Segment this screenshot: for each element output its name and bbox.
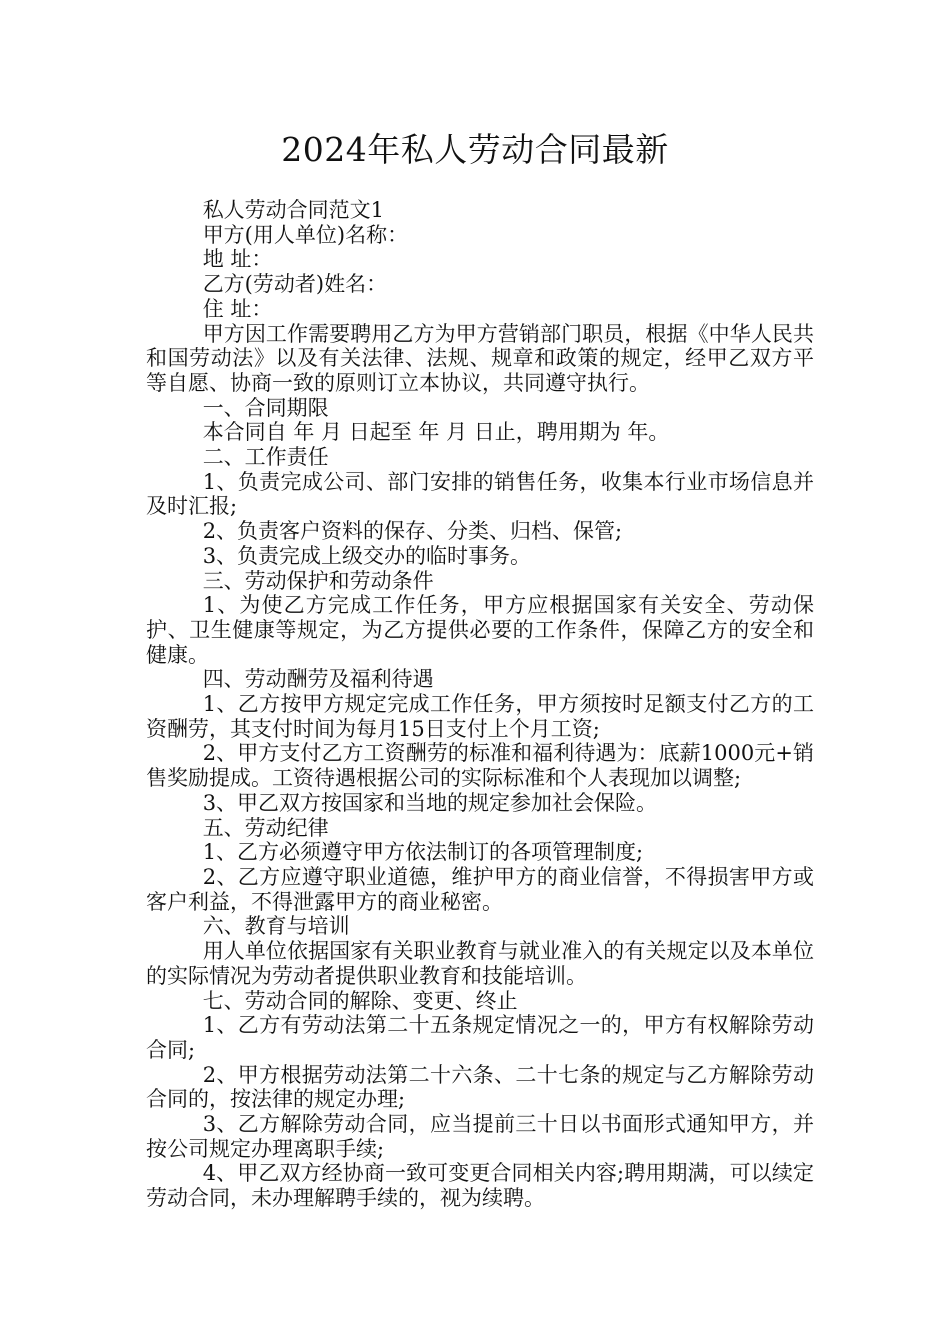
paragraph-training: 用人单位依据国家有关职业教育与就业准入的有关规定以及本单位的实际情况为劳动者提供职业教育和技能培训。: [146, 939, 814, 988]
section-heading-pay: 四、劳动酬劳及福利待遇: [202, 667, 434, 692]
section-heading-duties: 二、工作责任: [202, 445, 329, 470]
paragraph-duty-2: 2、负责客户资料的保存、分类、归档、保管;: [202, 519, 623, 544]
paragraph-heading-sample: 私人劳动合同范文1: [202, 198, 385, 222]
section-heading-training: 六、教育与培训: [202, 914, 350, 939]
paragraph-pay-1: 1、乙方按甲方规定完成工作任务，甲方须按时足额支付乙方的工资酬劳，其支付时间为每月15日支付上个月工资;: [146, 692, 814, 741]
paragraph-termination-3: 3、乙方解除劳动合同，应当提前三十日以书面形式通知甲方，并按公司规定办理离职手续;: [146, 1112, 814, 1161]
paragraph-party-b-address: 住 址：: [202, 296, 273, 321]
document-title: 2024年私人劳动合同最新: [281, 130, 669, 169]
paragraph-preamble: 甲方因工作需要聘用乙方为甲方营销部门职员，根据《中华人民共和国劳动法》以及有关法律、法规、规章和政策的规定，经甲乙双方平等自愿、协商一致的原则订立本协议，共同遵守执行。: [146, 321, 814, 395]
paragraph-termination-2: 2、甲方根据劳动法第二十六条、二十七条的规定与乙方解除劳动合同的，按法律的规定办理;: [146, 1062, 814, 1112]
paragraph-duty-1: 1、负责完成公司、部门安排的销售任务，收集本行业市场信息并及时汇报;: [146, 469, 814, 519]
paragraph-pay-3: 3、甲乙双方按国家和当地的规定参加社会保险。: [202, 790, 658, 815]
paragraph-party-a-name: 甲方(用人单位)名称：: [202, 222, 409, 247]
paragraph-term: 本合同自 年 月 日起至 年 月 日止，聘用期为 年。: [202, 420, 670, 445]
paragraph-duty-3: 3、负责完成上级交办的临时事务。: [202, 543, 532, 568]
paragraph-discipline-1: 1、乙方必须遵守甲方依法制订的各项管理制度;: [202, 840, 644, 865]
document-body: [146, 198, 814, 1211]
paragraph-pay-2: 2、甲方支付乙方工资酬劳的标准和福利待遇为：底薪1000元+销售奖励提成。工资待遇根据公司的实际标准和个人表现加以调整;: [146, 741, 814, 791]
section-heading-protection: 三、劳动保护和劳动条件: [202, 568, 434, 593]
paragraph-party-a-address: 地 址：: [202, 247, 273, 272]
paragraph-termination-1: 1、乙方有劳动法第二十五条规定情况之一的，甲方有权解除劳动合同;: [146, 1013, 814, 1062]
paragraph-discipline-2: 2、乙方应遵守职业道德，维护甲方的商业信誉，不得损害甲方或客户利益，不得泄露甲方的商业秘密。: [146, 864, 814, 914]
paragraph-protection-1: 1、为使乙方完成工作任务，甲方应根据国家有关安全、劳动保护、卫生健康等规定，为乙方提供必要的工作条件，保障乙方的安全和健康。: [146, 593, 814, 667]
paragraph-party-b-name: 乙方(劳动者)姓名：: [202, 272, 388, 297]
section-heading-termination: 七、劳动合同的解除、变更、终止: [202, 988, 518, 1013]
section-heading-discipline: 五、劳动纪律: [202, 815, 329, 840]
section-heading-term: 一、合同期限: [202, 395, 329, 420]
paragraph-termination-4: 4、甲乙双方经协商一致可变更合同相关内容;聘用期满，可以续定劳动合同，未办理解聘手续的，视为续聘。: [146, 1161, 814, 1211]
